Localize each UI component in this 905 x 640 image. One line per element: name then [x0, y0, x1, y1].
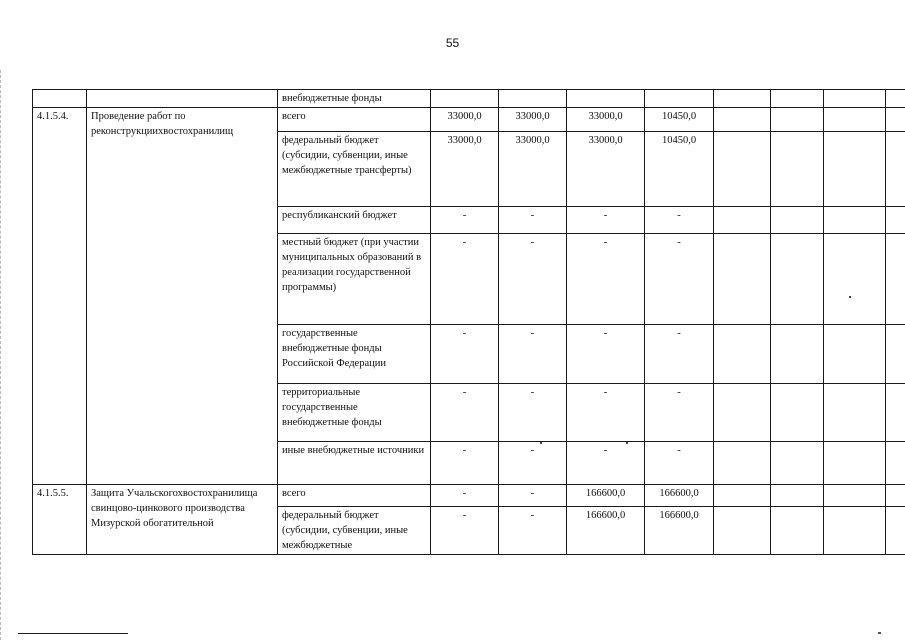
row-code-cell: 4.1.5.4. — [33, 108, 87, 485]
empty-cell — [714, 90, 771, 108]
empty-cell — [714, 485, 771, 507]
value-cell: 10450,0 — [645, 108, 714, 132]
empty-cell — [886, 442, 905, 485]
row-name-cell: Защита Учальскогохвостохранилища свинцово-цинкового производства Мизурской обогатительной — [87, 485, 278, 555]
empty-cell — [886, 207, 905, 234]
value-cell: 33000,0 — [567, 132, 645, 207]
empty-cell — [886, 108, 905, 132]
value-cell: - — [567, 207, 645, 234]
empty-cell — [824, 485, 886, 507]
value-cell: - — [499, 325, 567, 384]
empty-cell — [771, 485, 824, 507]
value-cell: - — [431, 485, 499, 507]
empty-cell — [771, 507, 824, 555]
funding-source-cell: всего — [278, 485, 431, 507]
scan-speck — [849, 296, 851, 298]
row-name-cell — [87, 90, 278, 108]
value-cell: - — [431, 384, 499, 442]
empty-cell — [714, 108, 771, 132]
page-edge-shadow — [0, 70, 3, 640]
row-name-cell: Проведение работ по реконструкциихвостохранилищ — [87, 108, 278, 485]
scan-speck — [878, 632, 881, 634]
empty-cell — [886, 485, 905, 507]
empty-cell — [771, 325, 824, 384]
funding-source-cell: территориальные государственные внебюджетные фонды — [278, 384, 431, 442]
value-cell: - — [431, 442, 499, 485]
value-cell: - — [645, 234, 714, 325]
empty-cell — [886, 384, 905, 442]
value-cell: - — [499, 507, 567, 555]
value-cell: - — [431, 234, 499, 325]
empty-cell — [886, 234, 905, 325]
value-cell: 166600,0 — [567, 507, 645, 555]
funding-source-cell: иные внебюджетные источники — [278, 442, 431, 485]
funding-source-cell: внебюджетные фонды — [278, 90, 431, 108]
value-cell: - — [645, 325, 714, 384]
value-cell: - — [431, 325, 499, 384]
value-cell: - — [499, 485, 567, 507]
scan-speck — [626, 442, 628, 444]
empty-cell — [771, 442, 824, 485]
row-code-cell — [33, 90, 87, 108]
value-cell: - — [431, 207, 499, 234]
value-cell — [431, 90, 499, 108]
empty-cell — [886, 507, 905, 555]
empty-cell — [886, 325, 905, 384]
empty-cell — [771, 207, 824, 234]
value-cell: - — [645, 442, 714, 485]
value-cell: - — [499, 384, 567, 442]
empty-cell — [714, 384, 771, 442]
table-row — [33, 90, 905, 108]
empty-cell — [824, 90, 886, 108]
value-cell: 33000,0 — [499, 132, 567, 207]
value-cell: - — [567, 442, 645, 485]
empty-cell — [824, 384, 886, 442]
value-cell: - — [645, 384, 714, 442]
value-cell — [499, 90, 567, 108]
budget-table — [32, 89, 905, 555]
value-cell: - — [567, 384, 645, 442]
value-cell: 33000,0 — [431, 132, 499, 207]
empty-cell — [771, 234, 824, 325]
row-code-cell: 4.1.5.5. — [33, 485, 87, 555]
footer-rule — [18, 633, 128, 634]
empty-cell — [824, 207, 886, 234]
empty-cell — [714, 207, 771, 234]
value-cell — [645, 90, 714, 108]
empty-cell — [714, 132, 771, 207]
value-cell: 33000,0 — [567, 108, 645, 132]
empty-cell — [824, 325, 886, 384]
funding-source-cell: местный бюджет (при участии муниципальных образований в реализации государственной программы) — [278, 234, 431, 325]
empty-cell — [714, 325, 771, 384]
empty-cell — [824, 108, 886, 132]
scan-speck — [540, 442, 542, 444]
value-cell: - — [499, 234, 567, 325]
empty-cell — [771, 132, 824, 207]
empty-cell — [824, 234, 886, 325]
value-cell: 166600,0 — [645, 507, 714, 555]
value-cell: 166600,0 — [645, 485, 714, 507]
empty-cell — [771, 108, 824, 132]
funding-source-cell: республиканский бюджет — [278, 207, 431, 234]
value-cell: 166600,0 — [567, 485, 645, 507]
value-cell: 33000,0 — [431, 108, 499, 132]
funding-source-cell: федеральный бюджет (субсидии, субвенции, иные межбюджетные трансферты) — [278, 132, 431, 207]
value-cell — [567, 90, 645, 108]
funding-source-cell: всего — [278, 108, 431, 132]
empty-cell — [771, 384, 824, 442]
value-cell: - — [645, 207, 714, 234]
table-row — [33, 485, 905, 507]
empty-cell — [771, 90, 824, 108]
value-cell: - — [567, 234, 645, 325]
empty-cell — [714, 234, 771, 325]
funding-source-cell: федеральный бюджет (субсидии, субвенции, иные межбюджетные — [278, 507, 431, 555]
empty-cell — [714, 442, 771, 485]
value-cell: - — [499, 207, 567, 234]
value-cell: - — [567, 325, 645, 384]
empty-cell — [824, 507, 886, 555]
funding-source-cell: государственные внебюджетные фонды Российской Федерации — [278, 325, 431, 384]
empty-cell — [714, 507, 771, 555]
value-cell: 33000,0 — [499, 108, 567, 132]
value-cell: - — [499, 442, 567, 485]
value-cell: - — [431, 507, 499, 555]
empty-cell — [886, 90, 905, 108]
table-row — [33, 108, 905, 132]
page-number: 55 — [445, 36, 460, 50]
empty-cell — [824, 132, 886, 207]
empty-cell — [886, 132, 905, 207]
empty-cell — [824, 442, 886, 485]
value-cell: 10450,0 — [645, 132, 714, 207]
